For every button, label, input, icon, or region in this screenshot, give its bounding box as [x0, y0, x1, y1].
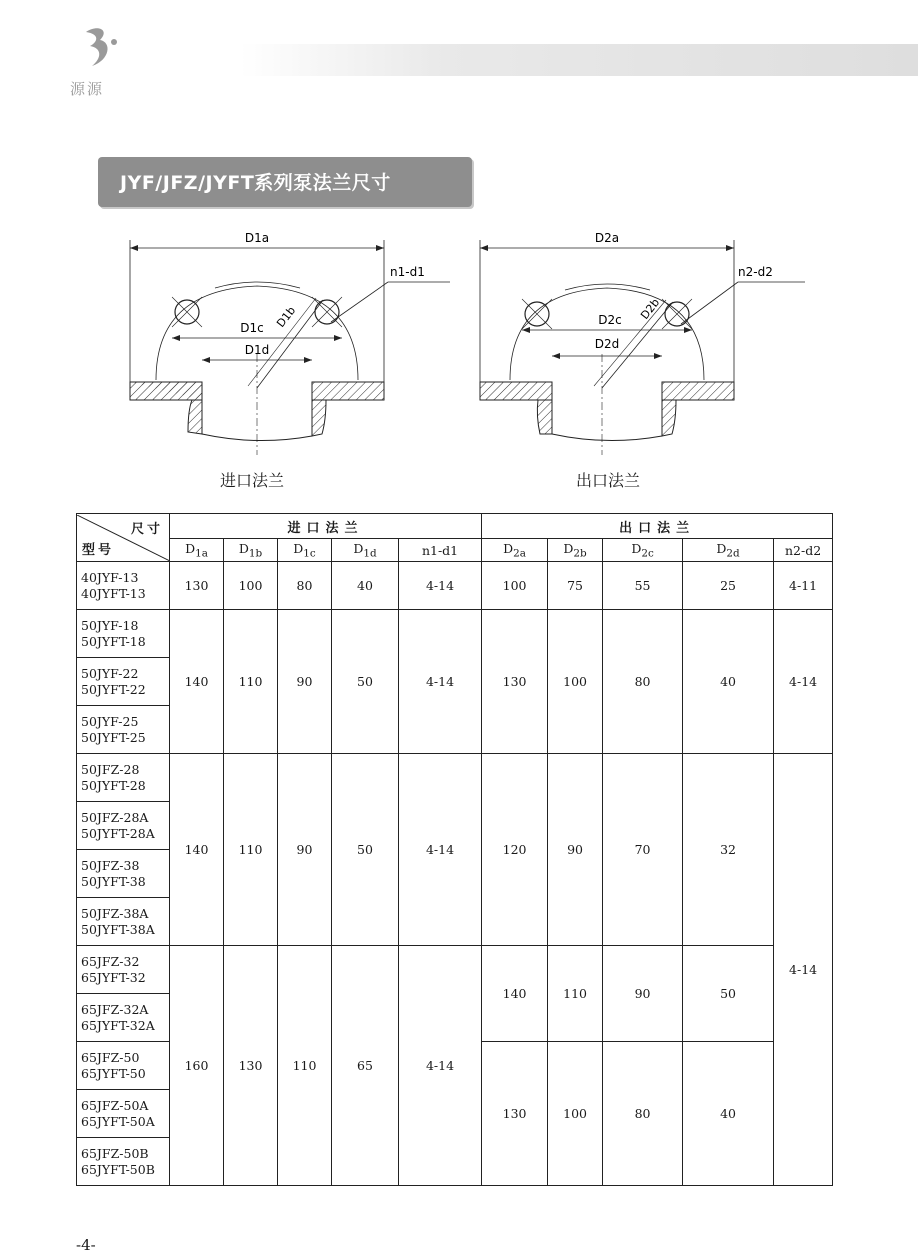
col-n1-d1: n1-d1: [399, 539, 482, 562]
value-cell: 100: [548, 610, 603, 754]
model-cell: 65JFZ-32A 65JYFT-32A: [77, 994, 170, 1042]
outlet-caption: 出口法兰: [576, 471, 641, 490]
corner-label-size: 尺寸: [130, 521, 163, 537]
col-d2a: $D_{2a}$: [482, 539, 548, 562]
value-cell: 50: [332, 610, 399, 754]
value-cell: 90: [548, 754, 603, 946]
value-cell: 65: [332, 946, 399, 1186]
table-row: [77, 946, 833, 994]
col-d2d: $D_{2d}$: [683, 539, 774, 562]
value-cell: 4-11: [774, 562, 833, 610]
value-cell: 40: [332, 562, 399, 610]
table-header-row-1: [77, 514, 833, 539]
value-cell: 140: [482, 946, 548, 1042]
value-cell: 130: [482, 610, 548, 754]
value-cell: 4-14: [399, 562, 482, 610]
value-cell: 90: [603, 946, 683, 1042]
value-cell: 110: [224, 610, 278, 754]
value-cell: 40: [683, 610, 774, 754]
value-cell: 4-14: [774, 610, 833, 754]
page-number: -4-: [76, 1236, 96, 1254]
table-header-row-2: [77, 539, 833, 562]
outlet-flange-diagram: [470, 220, 810, 460]
inlet-caption: 进口法兰: [220, 471, 285, 490]
value-cell: 110: [224, 754, 278, 946]
value-cell: 100: [224, 562, 278, 610]
col-n2-d2: n2-d2: [774, 539, 833, 562]
col-d1b: $D_{1b}$: [224, 539, 278, 562]
model-cell: 65JFZ-32 65JYFT-32: [77, 946, 170, 994]
model-cell: 65JFZ-50 65JYFT-50: [77, 1042, 170, 1090]
label-d2c: D2c: [598, 313, 622, 327]
label-d1a: D1a: [244, 231, 270, 245]
logo-mark-icon: [76, 22, 126, 74]
value-cell: 4-14: [399, 754, 482, 946]
value-cell: 80: [603, 610, 683, 754]
value-cell: 4-14: [399, 610, 482, 754]
model-cell: 50JYF-22 50JYFT-22: [77, 658, 170, 706]
value-cell: 90: [278, 610, 332, 754]
model-cell: 50JYF-25 50JYFT-25: [77, 706, 170, 754]
brand-name: 源源: [70, 80, 105, 98]
value-cell: 70: [603, 754, 683, 946]
model-cell: 50JYF-18 50JYFT-18: [77, 610, 170, 658]
value-cell: 4-14: [774, 754, 833, 1186]
value-cell: 40: [683, 1042, 774, 1186]
value-cell: 100: [482, 562, 548, 610]
group-header-outlet: 出口法兰: [482, 514, 833, 539]
label-n2-d2: n2-d2: [738, 265, 773, 279]
model-cell: 65JFZ-50B 65JYFT-50B: [77, 1138, 170, 1186]
table-row: [77, 562, 833, 610]
model-cell: 50JFZ-28 50JYFT-28: [77, 754, 170, 802]
header-bar: [240, 44, 918, 76]
label-d2b: D2b: [638, 296, 663, 322]
label-d1d: D1d: [244, 343, 270, 357]
value-cell: 75: [548, 562, 603, 610]
value-cell: 50: [683, 946, 774, 1042]
value-cell: 55: [603, 562, 683, 610]
col-d1a: $D_{1a}$: [170, 539, 224, 562]
brand-logo: [70, 22, 140, 100]
model-cell: 50JFZ-28A 50JYFT-28A: [77, 802, 170, 850]
table-row: [77, 754, 833, 802]
value-cell: 50: [332, 754, 399, 946]
corner-cell: [77, 514, 170, 562]
value-cell: 100: [548, 1042, 603, 1186]
section-title: JYF/JFZ/JYFT系列泵法兰尺寸: [120, 172, 391, 194]
value-cell: 90: [278, 754, 332, 946]
col-d1d: $D_{1d}$: [332, 539, 399, 562]
value-cell: 160: [170, 946, 224, 1186]
value-cell: 130: [170, 562, 224, 610]
label-d2a: D2a: [594, 231, 620, 245]
value-cell: 140: [170, 610, 224, 754]
section-title-box: [98, 157, 472, 207]
value-cell: 140: [170, 754, 224, 946]
value-cell: 110: [548, 946, 603, 1042]
col-d2b: $D_{2b}$: [548, 539, 603, 562]
value-cell: 110: [278, 946, 332, 1186]
value-cell: 25: [683, 562, 774, 610]
inlet-flange-diagram: [120, 220, 450, 460]
label-d2d: D2d: [594, 337, 620, 351]
flange-dimension-table: [76, 513, 833, 1186]
value-cell: 4-14: [399, 946, 482, 1186]
label-d1b: D1b: [274, 304, 299, 330]
value-cell: 130: [482, 1042, 548, 1186]
table-row: [77, 610, 833, 658]
model-cell: 50JFZ-38 50JYFT-38: [77, 850, 170, 898]
model-cell: 50JFZ-38A 50JYFT-38A: [77, 898, 170, 946]
col-d2c: $D_{2c}$: [603, 539, 683, 562]
corner-label-model: 型号: [82, 542, 115, 558]
label-n1-d1: n1-d1: [390, 265, 425, 279]
value-cell: 80: [603, 1042, 683, 1186]
col-d1c: $D_{1c}$: [278, 539, 332, 562]
group-header-inlet: 进口法兰: [170, 514, 482, 539]
value-cell: 120: [482, 754, 548, 946]
label-d1c: D1c: [240, 321, 264, 335]
value-cell: 130: [224, 946, 278, 1186]
value-cell: 80: [278, 562, 332, 610]
model-cell: 65JFZ-50A 65JYFT-50A: [77, 1090, 170, 1138]
model-cell: 40JYF-13 40JYFT-13: [77, 562, 170, 610]
value-cell: 32: [683, 754, 774, 946]
